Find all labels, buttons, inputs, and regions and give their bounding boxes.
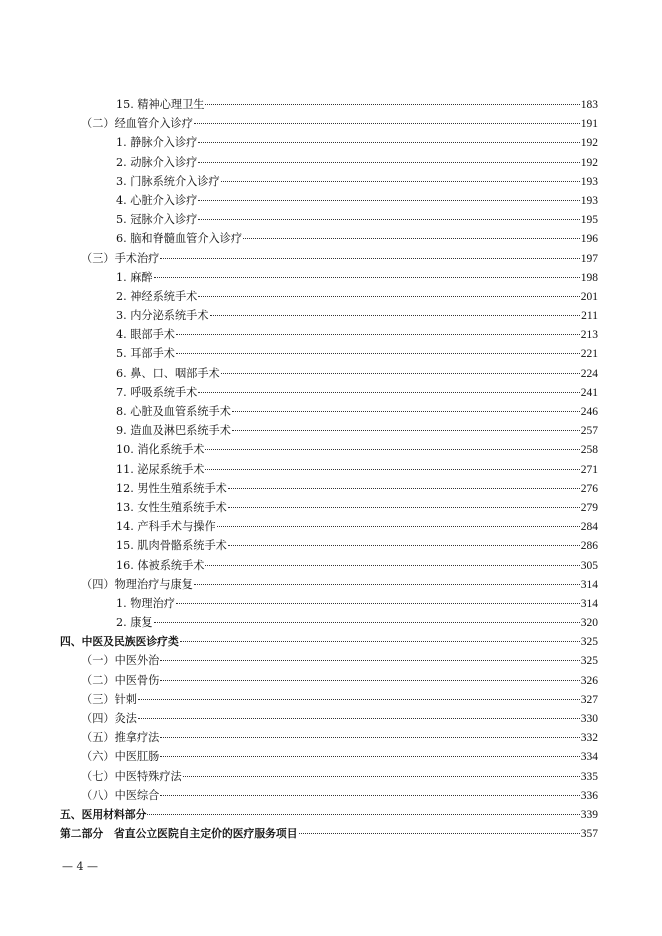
- toc-entry-page-number: 335: [580, 770, 598, 783]
- toc-entry-page-number: 193: [580, 194, 598, 207]
- dot-leader: [228, 488, 580, 489]
- toc-entry-page-number: 192: [580, 156, 598, 169]
- toc-entry-label: 5. 耳部手术: [116, 347, 175, 361]
- toc-entry[interactable]: [60, 114, 598, 133]
- toc-entry-label: 14. 产科手术与操作: [116, 520, 216, 534]
- toc-entry[interactable]: [60, 440, 598, 459]
- toc-entry[interactable]: [60, 824, 598, 843]
- toc-entry-page-number: 339: [580, 808, 598, 821]
- dot-leader: [205, 104, 579, 105]
- toc-entry-label: 4. 眼部手术: [116, 328, 175, 342]
- toc-entry-page-number: 332: [580, 732, 598, 745]
- dot-leader: [232, 411, 580, 412]
- dot-leader: [299, 833, 580, 834]
- toc-entry-label: 16. 体被系统手术: [116, 558, 205, 572]
- toc-entry-page-number: 211: [581, 310, 598, 323]
- table-of-contents: [60, 95, 598, 843]
- toc-entry-page-number: 314: [580, 578, 598, 591]
- dot-leader: [154, 277, 580, 278]
- toc-entry[interactable]: [60, 498, 598, 517]
- toc-entry-label: 6. 鼻、口、咽部手术: [116, 366, 220, 380]
- toc-entry[interactable]: [60, 229, 598, 248]
- toc-entry-label: （三）手术治疗: [81, 251, 160, 265]
- toc-entry-page-number: 224: [580, 367, 598, 380]
- toc-entry[interactable]: [60, 556, 598, 575]
- dot-leader: [228, 507, 580, 508]
- toc-entry[interactable]: [60, 747, 598, 766]
- toc-entry-page-number: 197: [580, 252, 598, 265]
- toc-entry-label: （三）针刺: [81, 692, 137, 706]
- toc-entry-label: 五、医用材料部分: [60, 807, 147, 821]
- toc-entry-page-number: 221: [580, 348, 598, 361]
- toc-entry-label: （四）灸法: [81, 712, 137, 725]
- toc-entry-page-number: 279: [580, 501, 598, 514]
- page-number-footer: — 4 —: [62, 860, 98, 873]
- toc-entry-page-number: 325: [580, 636, 598, 649]
- dot-leader: [217, 526, 580, 527]
- toc-entry[interactable]: [60, 575, 598, 594]
- dot-leader: [221, 181, 580, 182]
- dot-leader: [198, 296, 579, 297]
- toc-entry-page-number: 326: [580, 674, 598, 687]
- toc-entry[interactable]: [60, 728, 598, 747]
- toc-entry[interactable]: [60, 613, 598, 632]
- dot-leader: [176, 603, 580, 604]
- toc-entry-label: 1. 麻醉: [116, 270, 153, 284]
- dot-leader: [198, 219, 579, 220]
- toc-entry-label: （一）中医外治: [81, 654, 160, 668]
- toc-entry[interactable]: [60, 651, 598, 670]
- dot-leader: [160, 795, 579, 796]
- toc-entry[interactable]: [60, 536, 598, 555]
- toc-entry[interactable]: [60, 479, 598, 498]
- toc-entry-page-number: 193: [580, 175, 598, 188]
- dot-leader: [160, 680, 579, 681]
- toc-entry[interactable]: [60, 632, 598, 651]
- dot-leader: [194, 123, 580, 124]
- toc-entry-page-number: 183: [580, 99, 598, 111]
- toc-entry[interactable]: [60, 709, 598, 728]
- toc-entry-label: （二）中医骨伤: [81, 673, 160, 687]
- toc-entry[interactable]: [60, 133, 598, 152]
- toc-entry-page-number: 201: [580, 290, 598, 303]
- toc-entry-page-number: 195: [580, 214, 598, 227]
- toc-entry-page-number: 334: [580, 751, 598, 764]
- toc-entry-label: 6. 脑和脊髓血管介入诊疗: [116, 232, 243, 246]
- toc-entry-label: 5. 冠脉介入诊疗: [116, 213, 198, 227]
- toc-entry-page-number: 320: [580, 617, 598, 630]
- toc-entry-label: 8. 心脏及血管系统手术: [116, 405, 231, 418]
- toc-entry[interactable]: [60, 306, 598, 325]
- toc-entry[interactable]: [60, 594, 598, 613]
- dot-leader: [138, 718, 580, 719]
- dot-leader: [147, 814, 579, 815]
- dot-leader: [198, 392, 579, 393]
- toc-entry-label: 2. 康复: [116, 616, 153, 630]
- toc-entry-label: 11. 泌尿系统手术: [116, 462, 205, 476]
- toc-entry[interactable]: [60, 287, 598, 306]
- toc-entry-label: 1. 静脉介入诊疗: [116, 136, 198, 150]
- toc-entry[interactable]: [60, 421, 598, 440]
- toc-entry-label: 2. 神经系统手术: [116, 289, 198, 303]
- toc-entry-page-number: 325: [580, 655, 598, 668]
- toc-entry[interactable]: [60, 786, 598, 805]
- toc-entry-label: （七）中医特殊疗法: [81, 769, 182, 783]
- toc-entry-label: 四、中医及民族医诊疗类: [60, 635, 179, 649]
- dot-leader: [194, 584, 580, 585]
- toc-entry[interactable]: [60, 249, 598, 268]
- toc-entry[interactable]: [60, 344, 598, 363]
- dot-leader: [205, 449, 579, 450]
- toc-entry-label: 3. 门脉系统介入诊疗: [116, 174, 220, 188]
- dot-leader: [160, 737, 579, 738]
- toc-entry-page-number: 330: [580, 713, 598, 725]
- toc-entry-label: （四）物理治疗与康复: [81, 577, 193, 591]
- dot-leader: [160, 258, 579, 259]
- toc-entry-label: 第二部分 省直公立医院自主定价的医疗服务项目: [60, 827, 298, 841]
- dot-leader: [176, 353, 580, 354]
- toc-entry-page-number: 276: [580, 482, 598, 495]
- toc-entry-page-number: 357: [580, 828, 598, 841]
- toc-entry[interactable]: [60, 383, 598, 402]
- dot-leader: [138, 699, 580, 700]
- toc-entry[interactable]: [60, 690, 598, 709]
- toc-entry-label: 9. 造血及淋巴系统手术: [116, 424, 231, 438]
- dot-leader: [176, 334, 580, 335]
- toc-entry-page-number: 336: [580, 789, 598, 802]
- toc-entry-label: 1. 物理治疗: [116, 596, 175, 610]
- toc-entry-label: 13. 女性生殖系统手术: [116, 500, 227, 514]
- dot-leader: [183, 776, 580, 777]
- dot-leader: [210, 315, 581, 316]
- dot-leader: [228, 545, 580, 546]
- dot-leader: [221, 373, 580, 374]
- toc-entry-page-number: 258: [580, 444, 598, 457]
- toc-entry[interactable]: [60, 95, 598, 114]
- dot-leader: [243, 238, 580, 239]
- toc-entry[interactable]: [60, 191, 598, 210]
- dot-leader: [154, 622, 580, 623]
- toc-entry-label: （八）中医综合: [81, 788, 160, 802]
- dot-leader: [160, 660, 579, 661]
- toc-entry-label: 15. 精神心理卫生: [116, 98, 205, 111]
- toc-entry[interactable]: [60, 671, 598, 690]
- toc-entry-label: 2. 动脉介入诊疗: [116, 155, 198, 169]
- dot-leader: [205, 565, 579, 566]
- toc-entry[interactable]: [60, 767, 598, 786]
- toc-entry-page-number: 192: [580, 137, 598, 150]
- toc-entry-label: 3. 内分泌系统手术: [116, 309, 209, 323]
- toc-entry-page-number: 191: [580, 118, 598, 131]
- toc-entry[interactable]: [60, 460, 598, 479]
- toc-entry-page-number: 246: [580, 406, 598, 418]
- toc-entry-label: 12. 男性生殖系统手术: [116, 481, 227, 495]
- toc-entry-label: 7. 呼吸系统手术: [116, 385, 198, 399]
- toc-entry-page-number: 271: [580, 463, 598, 476]
- toc-entry-page-number: 286: [580, 540, 598, 553]
- toc-entry-page-number: 284: [580, 521, 598, 534]
- dot-leader: [198, 162, 579, 163]
- toc-entry-page-number: 257: [580, 425, 598, 438]
- toc-entry[interactable]: [60, 517, 598, 536]
- toc-entry-label: （五）推拿疗法: [81, 731, 160, 745]
- dot-leader: [160, 756, 579, 757]
- dot-leader: [198, 142, 579, 143]
- toc-entry-label: 15. 肌肉骨骼系统手术: [116, 539, 227, 553]
- toc-entry[interactable]: [60, 153, 598, 172]
- toc-entry[interactable]: [60, 268, 598, 287]
- toc-entry-page-number: 314: [580, 597, 598, 610]
- toc-entry-page-number: 213: [580, 329, 598, 342]
- toc-entry-label: （六）中医肛肠: [81, 750, 160, 764]
- toc-entry-page-number: 198: [580, 271, 598, 284]
- dot-leader: [180, 641, 580, 642]
- toc-entry-label: （二）经血管介入诊疗: [81, 117, 193, 131]
- dot-leader: [205, 469, 579, 470]
- toc-entry-label: 4. 心脏介入诊疗: [116, 193, 198, 207]
- toc-entry-page-number: 196: [580, 233, 598, 246]
- toc-entry[interactable]: [60, 805, 598, 824]
- toc-entry[interactable]: [60, 402, 598, 421]
- toc-entry[interactable]: [60, 172, 598, 191]
- toc-entry-page-number: 305: [580, 559, 598, 572]
- toc-entry-page-number: 241: [580, 386, 598, 399]
- toc-entry-page-number: 327: [580, 693, 598, 706]
- dot-leader: [232, 430, 580, 431]
- toc-entry[interactable]: [60, 325, 598, 344]
- toc-entry-label: 10. 消化系统手术: [116, 443, 205, 457]
- dot-leader: [198, 200, 579, 201]
- toc-entry[interactable]: [60, 364, 598, 383]
- toc-entry[interactable]: [60, 210, 598, 229]
